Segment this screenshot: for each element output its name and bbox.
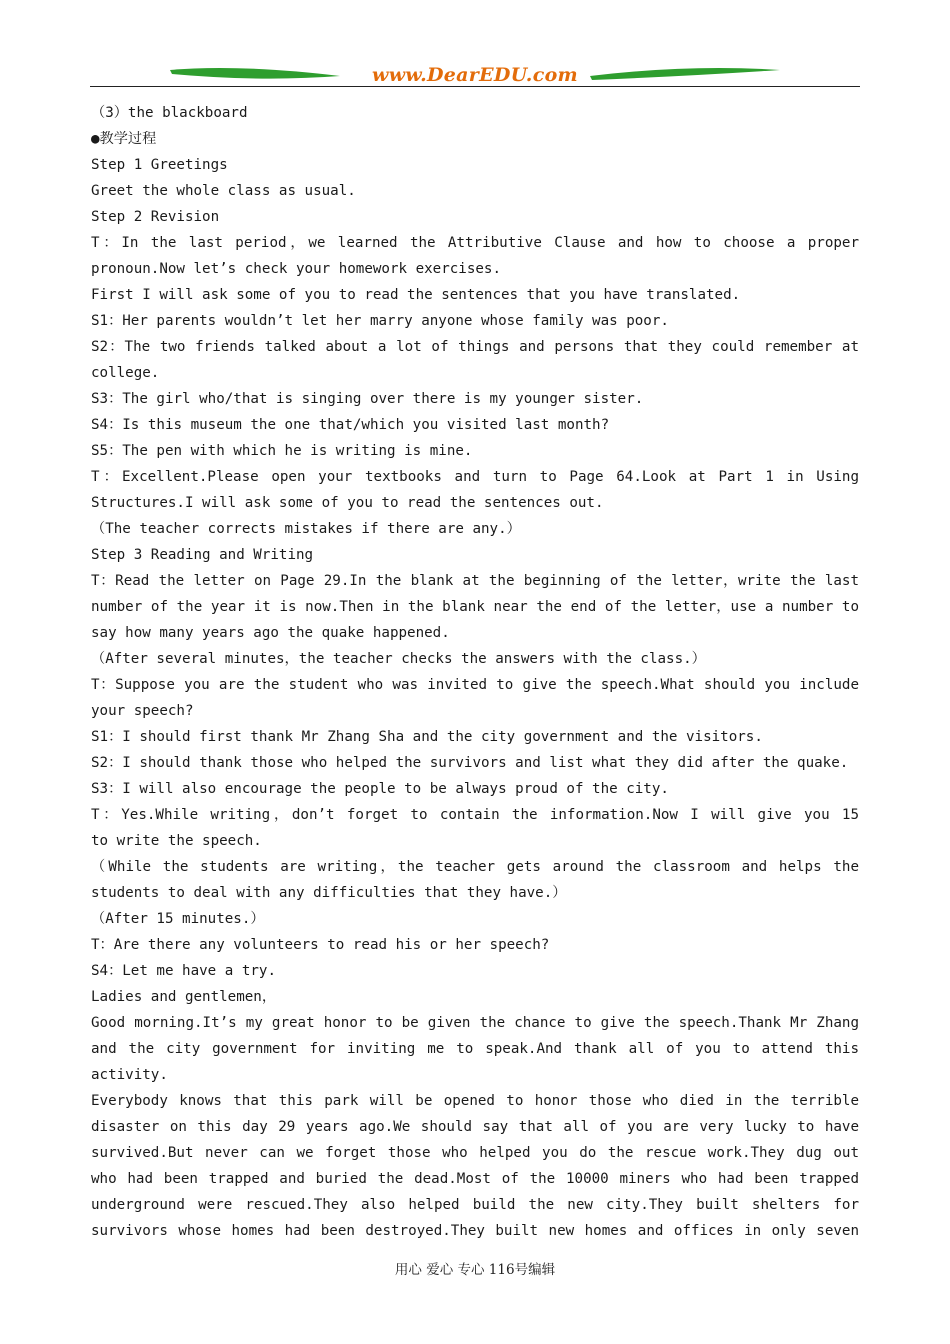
- text-line: number of the year it is now.Then in the blank near the end of the letter，use a number to: [91, 599, 859, 615]
- page-header: [90, 60, 860, 90]
- text-line: （After 15 minutes.）: [91, 911, 265, 927]
- text-line: to write the speech.: [91, 833, 262, 849]
- site-logo: www.DearEDU.com: [372, 64, 578, 86]
- text-line: S1：I should first thank Mr Zhang Sha and the city government and the visitors.: [91, 729, 763, 745]
- text-line: Good morning.It’s my great honor to be given the chance to give the speech.Thank Mr Zhang: [91, 1015, 859, 1031]
- text-line: S3：The girl who/that is singing over there is my younger sister.: [91, 391, 644, 407]
- text-line: your speech?: [91, 703, 194, 719]
- text-line: Step 2 Revision: [91, 209, 220, 225]
- text-line: Greet the whole class as usual.: [91, 183, 356, 199]
- text-line: S5：The pen with which he is writing is mine.: [91, 443, 473, 459]
- text-line: （While the students are writing，the teacher gets around the classroom and helps the: [91, 859, 859, 875]
- text-line: who had been trapped and buried the dead.Most of the 10000 miners who had been trapped: [91, 1171, 859, 1187]
- text-line: ●教学过程: [91, 131, 157, 147]
- document-body: [91, 100, 859, 1244]
- text-line: T：Suppose you are the student who was invited to give the speech.What should you include: [91, 677, 859, 693]
- page-footer: 用心 爱心 专心 116号编辑: [394, 1262, 556, 1278]
- header-rule: [90, 86, 860, 87]
- text-line: Everybody knows that this park will be opened to honor those who died in the terrible: [91, 1093, 859, 1109]
- text-line: Ladies and gentlemen，: [91, 989, 277, 1005]
- text-line: pronoun.Now let’s check your homework exercises.: [91, 261, 501, 277]
- text-line: T：Read the letter on Page 29.In the blank at the beginning of the letter，write the last: [91, 573, 859, 589]
- text-line: S3：I will also encourage the people to be always proud of the city.: [91, 781, 669, 797]
- text-line: S2：The two friends talked about a lot of things and persons that they could remember at: [91, 339, 859, 355]
- text-line: Structures.I will ask some of you to read the sentences out.: [91, 495, 604, 511]
- text-line: students to deal with any difficulties that they have.）: [91, 885, 567, 901]
- text-line: First I will ask some of you to read the sentences that you have translated.: [91, 287, 741, 303]
- text-line: T：Are there any volunteers to read his or her speech?: [91, 937, 550, 953]
- text-line: survived.But never can we forget those who helped you do the rescue work.They dug out: [91, 1145, 859, 1161]
- text-line: T：Yes.While writing，don’t forget to contain the information.Now I will give you 15: [91, 807, 859, 823]
- text-line: （The teacher corrects mistakes if there are any.）: [91, 521, 521, 537]
- text-line: activity.: [91, 1067, 168, 1083]
- text-line: Step 3 Reading and Writing: [91, 547, 314, 563]
- text-line: S1：Her parents wouldn’t let her marry anyone whose family was poor.: [91, 313, 669, 329]
- text-line: S4：Let me have a try.: [91, 963, 277, 979]
- text-line: （After several minutes，the teacher checks the answers with the class.）: [91, 651, 706, 667]
- text-line: survivors whose homes had been destroyed.They built new homes and offices in only seven: [91, 1223, 859, 1239]
- text-line: say how many years ago the quake happened.: [91, 625, 450, 641]
- text-line: S2：I should thank those who helped the survivors and list what they did after the quake.: [91, 755, 849, 771]
- text-line: T：In the last period，we learned the Attributive Clause and how to choose a proper: [91, 235, 859, 251]
- text-line: S4：Is this museum the one that/which you visited last month?: [91, 417, 610, 433]
- text-line: T：Excellent.Please open your textbooks and turn to Page 64.Look at Part 1 in Using: [91, 469, 859, 485]
- text-line: college.: [91, 365, 160, 381]
- text-line: disaster on this day 29 years ago.We should say that all of you are very lucky to have: [91, 1119, 859, 1135]
- text-line: （3）the blackboard: [91, 105, 248, 121]
- text-line: underground were rescued.They also helped build the new city.They built shelters for: [91, 1197, 859, 1213]
- text-line: and the city government for inviting me to speak.And thank all of you to attend this: [91, 1041, 859, 1057]
- text-line: Step 1 Greetings: [91, 157, 228, 173]
